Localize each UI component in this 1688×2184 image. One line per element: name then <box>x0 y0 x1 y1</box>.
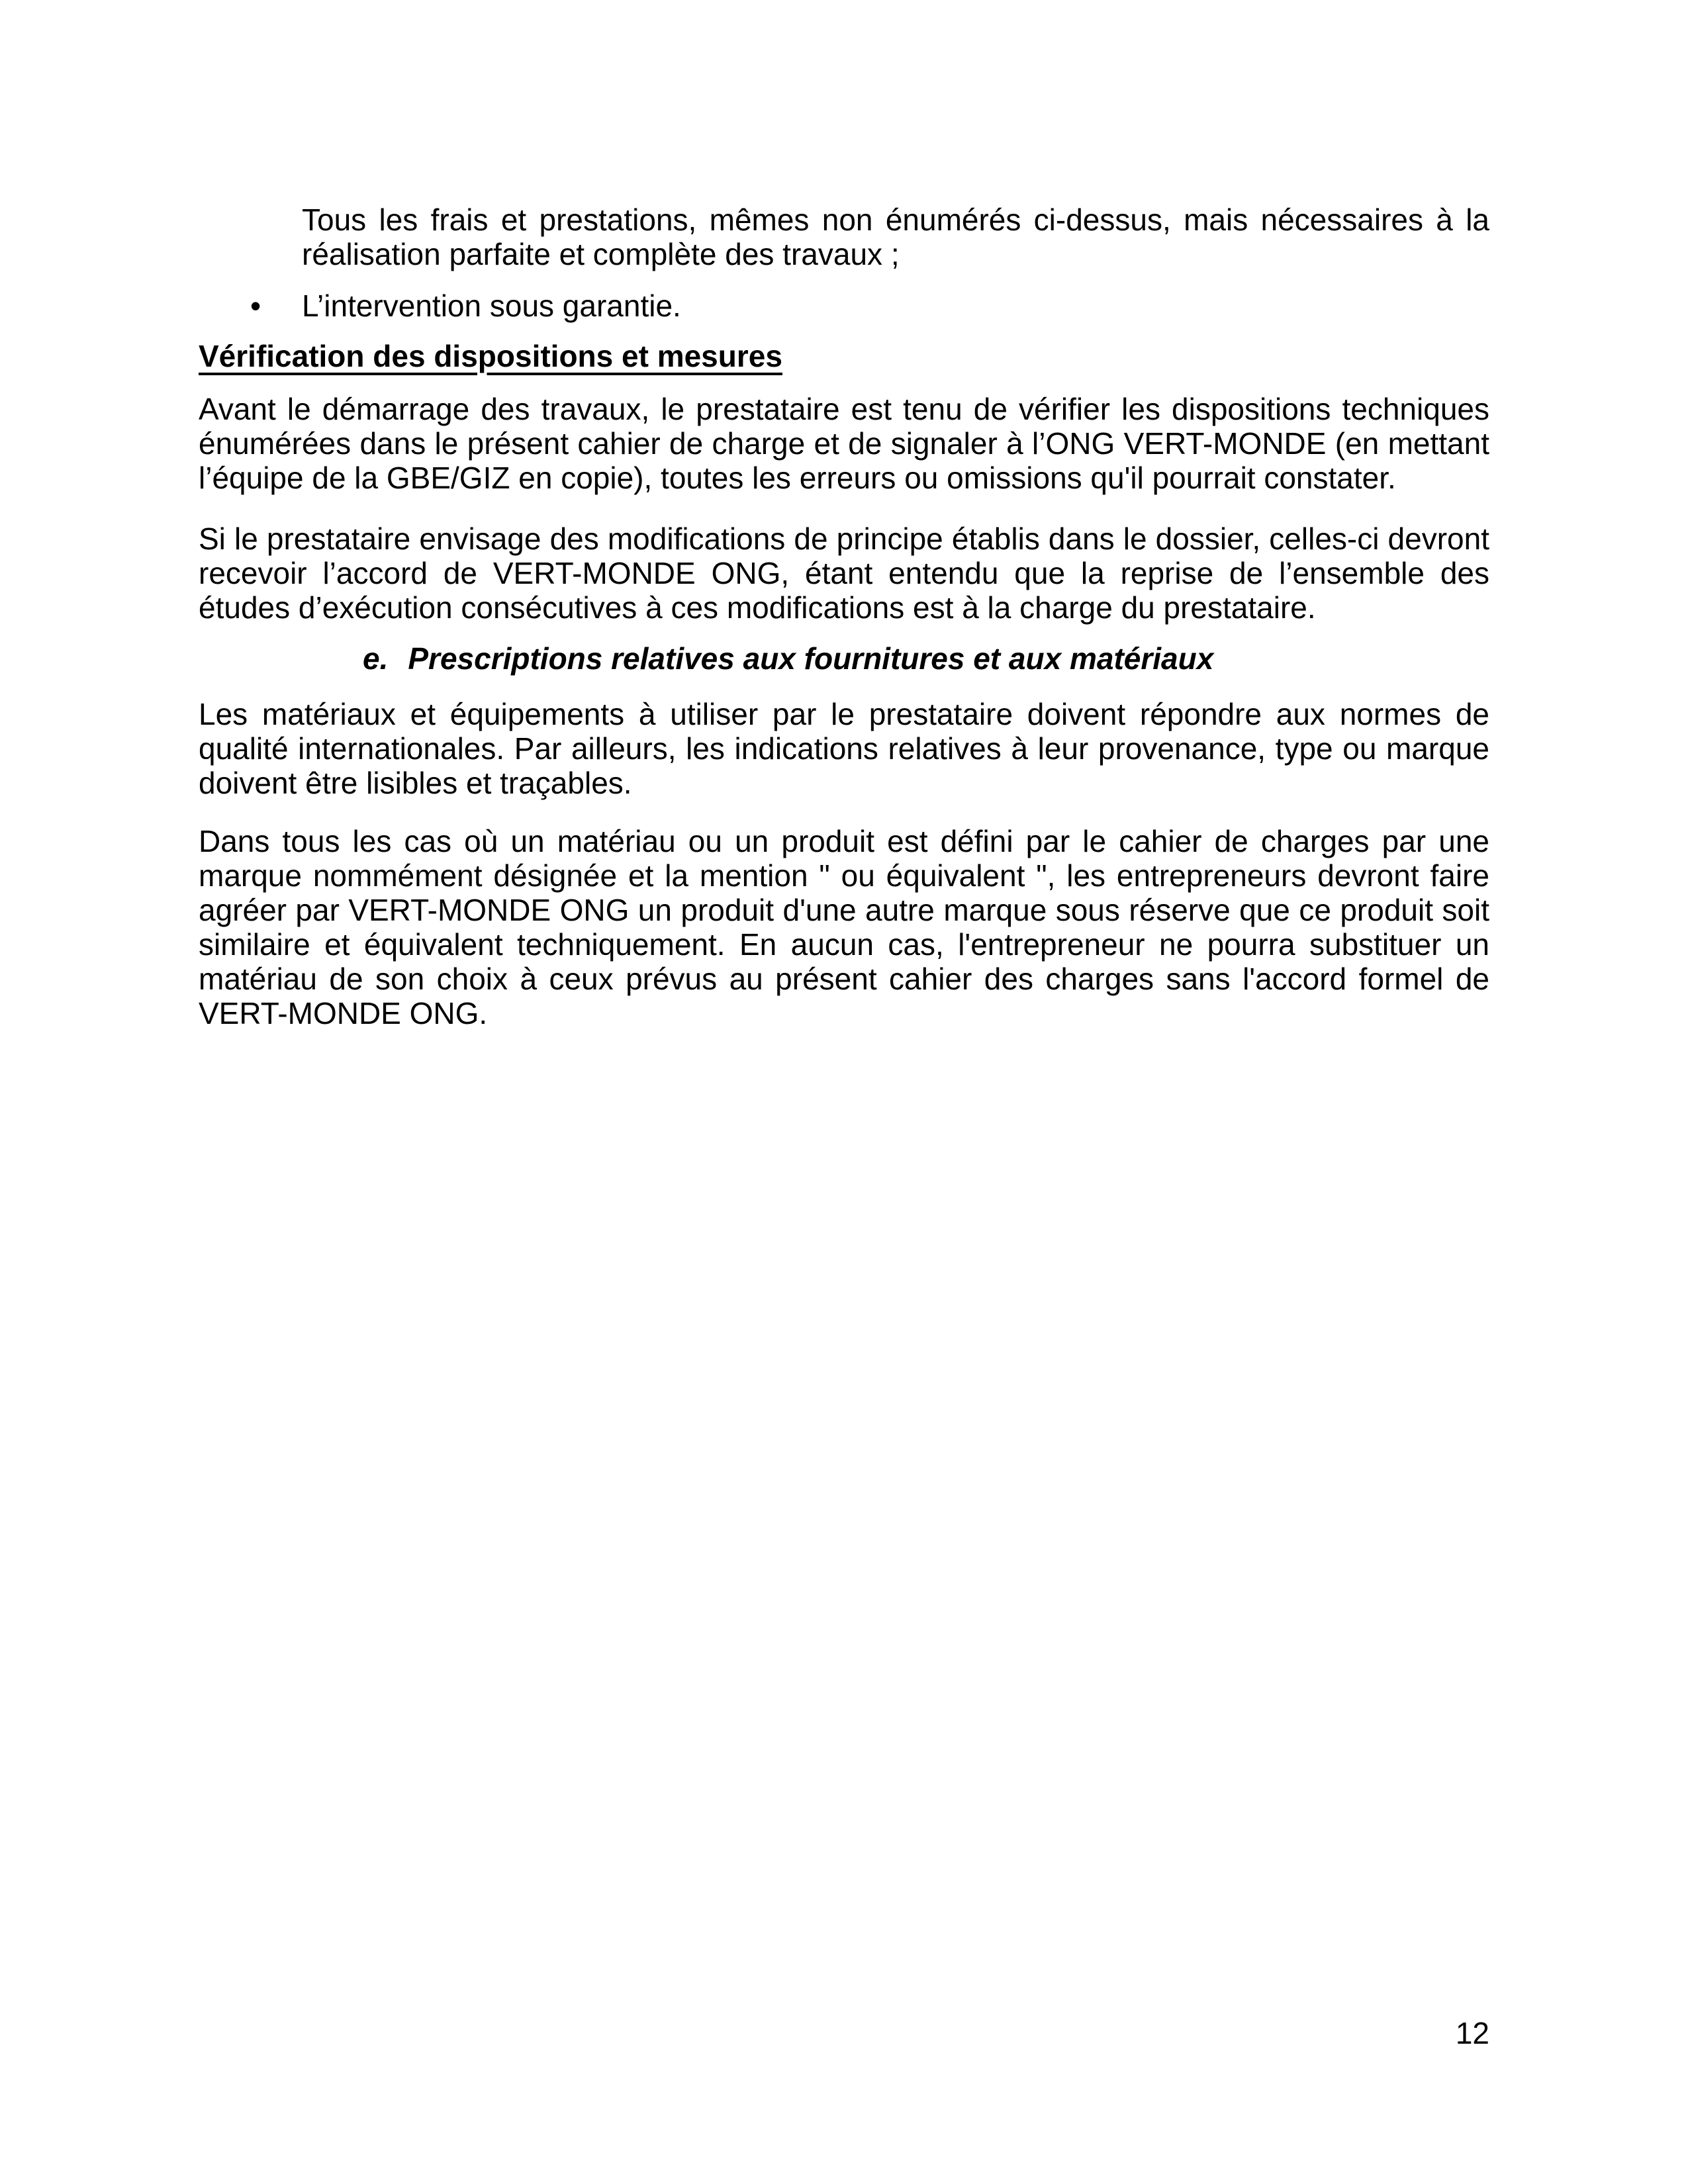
page-number: 12 <box>1455 2016 1489 2050</box>
section-heading-verification: Vérification des dispositions et mesures <box>199 339 782 373</box>
paragraph-si-prestataire: Si le prestataire envisage des modifications de principe établis dans le dossier, celles-ci devront recevoir l’accord de VERT-MONDE ONG, étant entendu que la reprise de l’ensemble des études d’exécution consécutives à ces modifications est à la charge du prestataire. <box>199 522 1489 625</box>
bullet-item-text: L’intervention sous garantie. <box>302 289 681 323</box>
paragraph-dans-tous-les-cas: Dans tous les cas où un matériau ou un produit est défini par le cahier de charges par une marque nommément désignée et la mention " ou équivalent ", les entrepreneurs devront faire agréer par VERT-MONDE ONG un produit d'une autre marque sous réserve que ce produit soit similaire et équivalent techniquement. En aucun cas, l'entrepreneur ne pourra substituer un matériau de son choix à ceux prévus au présent cahier des charges sans l'accord formel de VERT-MONDE ONG. <box>199 824 1489 1030</box>
bullet-list-item <box>199 289 1489 323</box>
subsection-letter-label: e. <box>363 641 389 676</box>
subsection-title: Prescriptions relatives aux fournitures et aux matériaux <box>408 641 1214 676</box>
subsection-heading-prescriptions <box>363 641 1489 676</box>
paragraph-avant-demarrage: Avant le démarrage des travaux, le prestataire est tenu de vérifier les dispositions techniques énumérées dans le présent cahier de charge et de signaler à l’ONG VERT-MONDE (en mettant l’équipe de la GBE/GIZ en copie), toutes les erreurs ou omissions qu'il pourrait constater. <box>199 392 1489 495</box>
paragraph-materiaux-equipements: Les matériaux et équipements à utiliser par le prestataire doivent répondre aux normes de qualité internationales. Par ailleurs, les indications relatives à leur provenance, type ou marque doivent être lisibles et traçables. <box>199 697 1489 800</box>
page-content <box>199 203 1489 1030</box>
list-continuation-paragraph: Tous les frais et prestations, mêmes non énumérés ci-dessus, mais nécessaires à la réalisation parfaite et complète des travaux ; <box>302 203 1489 271</box>
bullet-icon: • <box>250 289 261 323</box>
